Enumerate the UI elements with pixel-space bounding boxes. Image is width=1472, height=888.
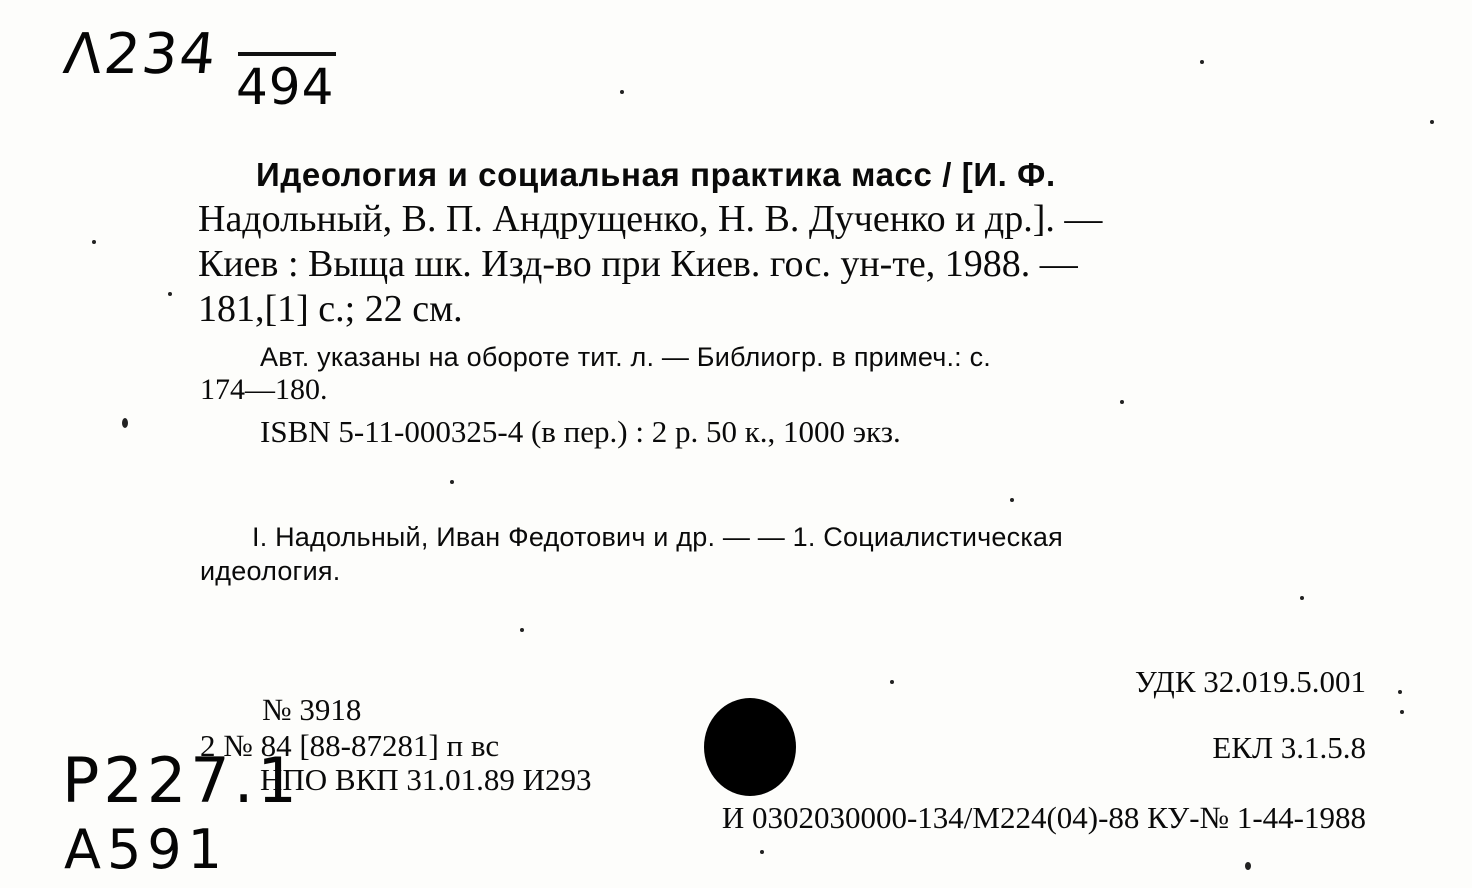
speck (1245, 862, 1251, 870)
speck (122, 418, 128, 428)
punch-hole (704, 698, 796, 796)
order-line: 2 № 84 [88-87281] п вс (200, 728, 500, 763)
handwritten-bottom-code-2-text: A591 (64, 818, 229, 881)
handwritten-shelf-code (61, 22, 221, 87)
title-line-2: Надольный, В. П. Андрущенко, Н. В. Дученко и др.]. — (198, 198, 1103, 240)
tracing-line-2: идеология. (200, 556, 341, 586)
speck (760, 850, 764, 854)
handwritten-overline (238, 52, 336, 56)
title-line-1: Идеология и социальная практика масс / [И. Ф. (256, 156, 1056, 193)
speck (450, 480, 454, 484)
note-line-2: 174—180. (200, 373, 328, 406)
speck (620, 90, 624, 94)
tracing-line-1: I. Надольный, Иван Федотович и др. — — 1. Социалистическая (252, 522, 1063, 552)
speck (890, 680, 894, 684)
speck (520, 628, 524, 632)
card-number: № 3918 (262, 692, 362, 727)
title-line-3: Киев : Выща шк. Изд-во при Киев. гос. ун-те, 1988. — (198, 243, 1078, 285)
note-line-1: Авт. указаны на обороте тит. л. — Библиогр. в примеч.: с. (260, 342, 991, 372)
handwritten-bottom-code-text: P227.1 (62, 744, 301, 817)
handwritten-bottom-code-2 (64, 818, 228, 881)
udk-code: УДК 32.019.5.001 (1134, 664, 1366, 699)
handwritten-code-sub (236, 58, 334, 116)
speck (168, 292, 172, 296)
handwritten-code-sub-text: 494 (236, 58, 335, 116)
speck (1400, 710, 1404, 714)
isbn-line: ISBN 5-11-000325-4 (в пер.) : 2 р. 50 к., 1000 экз. (260, 414, 901, 449)
title-line-4: 181,[1] с.; 22 см. (198, 288, 463, 330)
speck (1010, 498, 1014, 502)
speck (1300, 596, 1304, 600)
speck (92, 240, 96, 244)
ekl-code: ЕКЛ 3.1.5.8 (1212, 730, 1366, 765)
npo-line: НПО ВКП 31.01.89 И293 (260, 762, 592, 797)
index-line: И 0302030000-134/М224(04)-88 КУ-№ 1-44-1988 (721, 800, 1366, 835)
speck (1430, 120, 1434, 124)
speck (1398, 690, 1402, 694)
speck (1200, 60, 1204, 64)
speck (1120, 400, 1124, 404)
handwritten-code-main: Λ234 (60, 22, 221, 87)
bibliographic-description (198, 152, 1366, 332)
handwritten-bottom-code (62, 744, 301, 817)
